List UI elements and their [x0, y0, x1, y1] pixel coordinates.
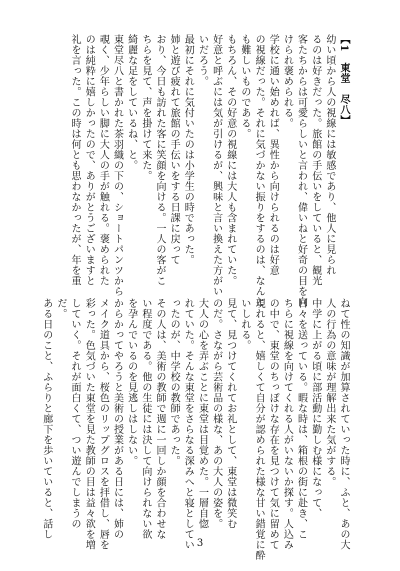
- page-number: 3: [196, 538, 204, 549]
- upper-line: るのは好きだった。旅館の手伝いをしていると、観光: [309, 34, 321, 286]
- lower-line: 中学に上がる頃に部活動に勤しむ様になって、: [309, 298, 321, 519]
- lower-line: 人の行為の意味が理解出来た気がする。: [323, 298, 335, 487]
- upper-line: おり、今日も訪れた客に笑顔を向ける。一人の客がこ: [153, 34, 165, 286]
- upper-line: ちらを見て、声を掛けて来た。: [139, 34, 151, 181]
- lower-line: だ。: [54, 298, 66, 319]
- lower-line: ねて性の知識が加算されていった時に、ふと、あの大: [338, 298, 349, 550]
- lower-line: の中で、東堂のちっぽけな存在を見つけて気に留めて: [267, 298, 279, 550]
- lower-line: ある日のこと、ふらりと廊下を歩いていると、話し: [40, 298, 52, 540]
- upper-line: もちろん、その好意の視線には大人も含まれていた。: [224, 34, 236, 286]
- lower-line: メイク道具から、桜色のリップグロスを拝借し、唇を: [97, 298, 109, 550]
- upper-line: も難しいものである。: [238, 34, 250, 139]
- upper-line: の視線だった。それに気づかない振りをするのは、なんと: [253, 34, 265, 307]
- lower-line: れていた。そんな東堂をさらなる深みへと寝としてい: [182, 298, 194, 550]
- upper-text-block: [67, 34, 350, 307]
- lower-line: い程度である。他の生徒には決して向けられない欲: [139, 298, 151, 540]
- upper-line: 姉と遊び疲れて旅館の手伝いをする日課に戻って: [168, 34, 180, 265]
- upper-line: いだろう。: [196, 34, 208, 87]
- upper-line: のは純粋に嬉しかったので、ありがとうございますと: [83, 34, 95, 286]
- lower-line: ちらに視線を向けてくれる人がいないか探す。人込み: [281, 298, 293, 550]
- lower-text-block: [39, 298, 350, 561]
- lower-line: からかってやろうと美術の授業がある日には、姉の: [111, 298, 123, 540]
- upper-line: 幼い頃から人の視線には敏感であり、他人に見られ: [323, 34, 335, 276]
- upper-line: けられ褒められる。: [281, 34, 293, 129]
- upper-line: 覗く、少年らしい脚に大人の手が触れる。褒められた: [97, 34, 109, 286]
- lower-line: を孕んでいるのを見逃しはしない。: [125, 298, 137, 466]
- upper-line: 最初にそれに気付いたのは小学生の時であった。: [182, 34, 194, 265]
- lower-line: 日々を送っている。暇な時は、箱根の街に赴き、こ: [295, 298, 307, 540]
- lower-line: ったのが、中学校の教師であった。: [168, 298, 180, 466]
- lower-line: 現れると、嬉しくて自分が認められた様な甘い錯覚に酔: [253, 298, 265, 561]
- lower-line: 彩った。色気づいた東堂を見た教師の目は益々欲を増: [83, 298, 95, 550]
- upper-line: 東堂尽八と書かれた茶羽織の下の、ショートパンツから: [111, 34, 123, 297]
- lower-line: 大人の心を弄ぶことに東堂は目覚めた。一層自惚: [196, 298, 208, 529]
- upper-line: 礼を言った。この時は何とも思わなかったが、年を重: [69, 34, 81, 286]
- lower-line: 見て、見つけてくれてお礼として、東堂は微笑む: [224, 298, 236, 529]
- lower-line: のだ。さながら芸術品の様な、あの大人の姿を。: [210, 298, 222, 529]
- upper-line: 綺麗な足をしているね、と。: [125, 34, 137, 171]
- lower-line: していく。それが面白くて、つい遊んでしまうの: [69, 298, 81, 529]
- upper-line: 学校に通い始めれば、異性から向けられるのは好意: [267, 34, 279, 276]
- upper-line: 客たちからは可愛らしいと言われ、偉いねと好奇の目を向: [295, 34, 307, 307]
- upper-line: 好意と呼ぶには気が引けるが、興味と言い換えた方がい: [210, 34, 222, 297]
- chapter-heading: 【1 東堂 尽八】: [338, 34, 349, 126]
- lower-line: いしれる。: [238, 298, 250, 351]
- lower-line: その人は、美術の教師で週に一回しか顔を合わせな: [153, 298, 165, 540]
